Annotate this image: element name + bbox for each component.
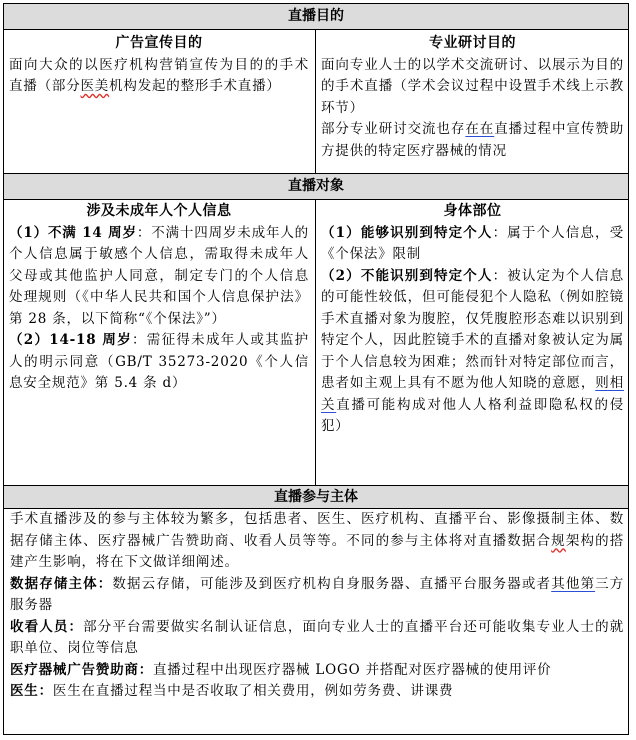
subject-header: 直播对象 <box>4 174 628 200</box>
ad-purpose-cell <box>9 33 309 98</box>
info-table <box>3 3 629 735</box>
participant-doctor: 医生：医生在直播过程当中是否收取了相关费用，例如劳务费、讲课费 <box>10 683 454 699</box>
participant-sponsor: 医疗器械广告赞助商：直播过程中出现医疗器械 LOGO 并搭配对医疗器械的使用评价 <box>10 661 552 678</box>
participant-storage: 数据存储主体：数据云存储，可能涉及到医疗机构自身服务器、直播平台服务器或者其他第三方服务器 <box>10 575 625 613</box>
participants-intro: 手术直播涉及的参与主体较为繁多，包括患者、医生、医疗机构、直播平台、影像摄制主体、数据存储主体、医疗器械广告赞助商、收看人员等等。不同的参与主体将对直播数据合规架构的搭建产生影响，将在下文做详细阐述。 <box>10 511 624 570</box>
minor-title: 涉及未成年人个人信息 <box>86 203 232 219</box>
academic-purpose-p1: 面向专业人士的以学术交流研讨、以展示为目的的手术直播（学术会议过程中设置手术线上示教环节） <box>321 56 624 116</box>
participants-header: 直播参与主体 <box>4 486 628 509</box>
column-divider <box>315 30 316 173</box>
participants-cell <box>10 509 624 703</box>
ad-purpose-title: 广告宣传目的 <box>115 35 203 51</box>
participant-viewer: 收看人员：部分平台需要做实名制认证信息，面向专业人士的直播平台还可能收集专业人士的就职单位、岗位等信息 <box>10 618 624 656</box>
academic-purpose-cell <box>321 33 624 162</box>
ad-purpose-body: 面向大众的以医疗机构营销宣传为目的的手术直播（部分医美机构发起的整形手术直播） <box>9 56 309 94</box>
body-part-item-1: （1）能够识别到特定个人：属于个人信息，受《个保法》限制 <box>321 224 624 262</box>
academic-purpose-title: 专业研讨目的 <box>429 35 516 51</box>
body-part-title: 身体部位 <box>443 203 502 219</box>
purpose-header: 直播目的 <box>4 4 628 30</box>
column-divider <box>315 200 316 485</box>
body-part-cell <box>321 201 624 438</box>
body-part-item-2: （2）不能识别到特定个人：被认定为个人信息的可能性较低，但可能侵犯个人隐私（例如腔镜手术直播对象为腹腔，仅凭腹腔形态难以识别到特定个人，因此腔镜手术的直播对象被认定为属于个人信息较为困难；然而针对特定部位而言，患者如主观上具有不愿为他人知晓的意愿，则相关直播可能构成对他人人格利益即隐私权的侵犯） <box>321 267 625 434</box>
minor-item-2: （2）14-18 周岁：需征得未成年人或其监护人的明示同意（GB/T 35273-2020《个人信息安全规范》第 5.4 条 d） <box>9 332 309 391</box>
minor-cell <box>9 201 309 395</box>
academic-purpose-p2: 部分专业研讨交流也存在在直播过程中宣传赞助方提供的特定医疗器械的情况 <box>321 121 624 159</box>
minor-item-1: （1）不满 14 周岁：不满十四周岁未成年人的个人信息属于敏感个人信息，需取得未成年人父母或其他监护人同意，制定专门的个人信息处理规则（《中华人民共和国个人信息保护法》第 28 条，以下简称“《个保法》”） <box>9 224 309 327</box>
